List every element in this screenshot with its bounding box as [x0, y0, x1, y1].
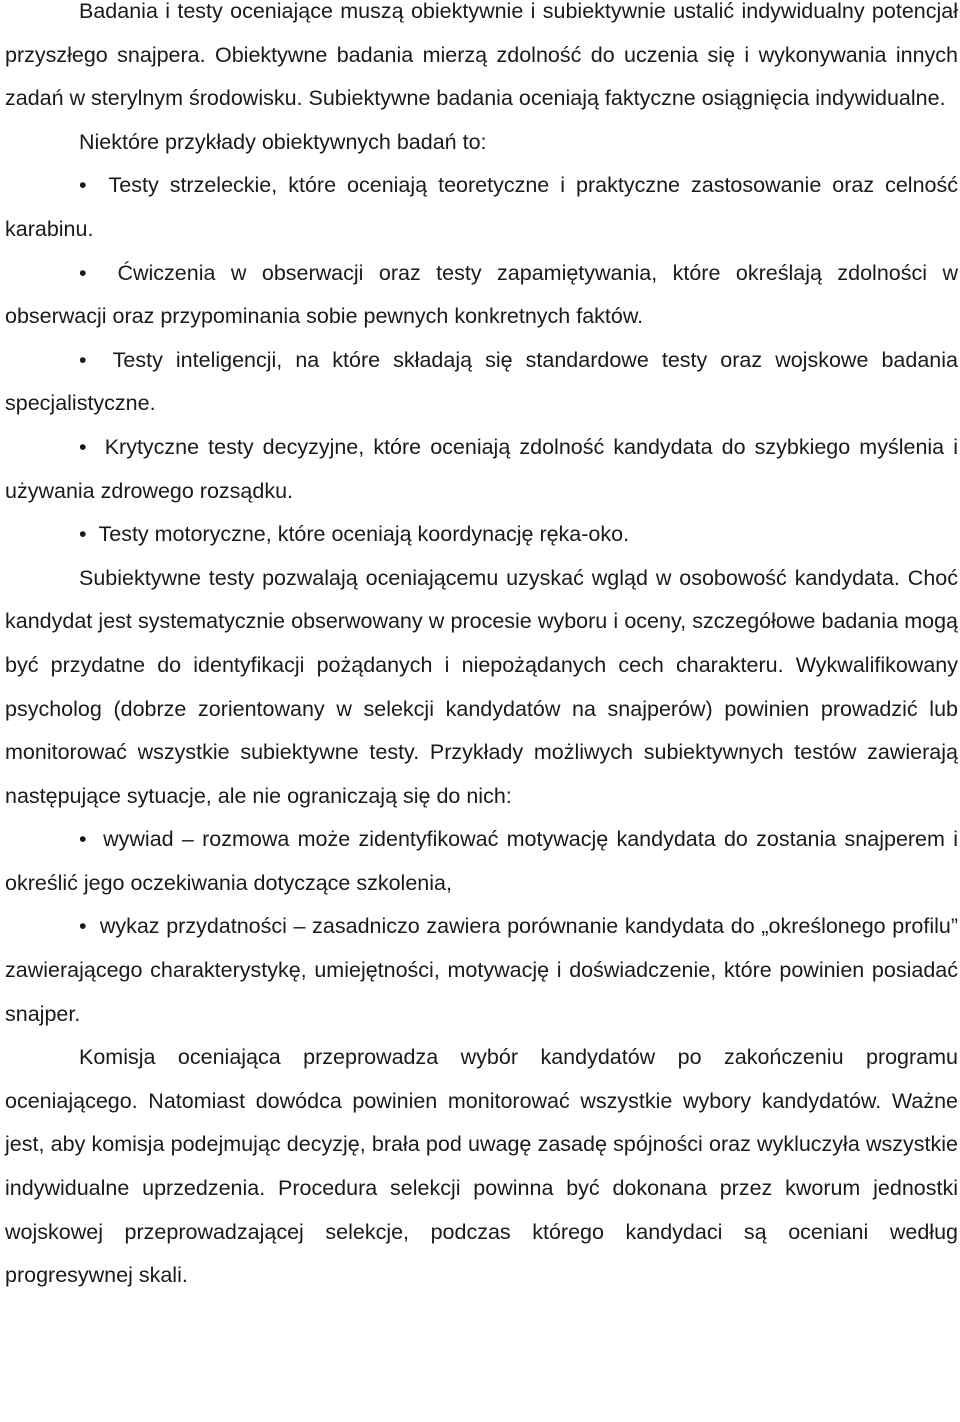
list-item-observation-memory: • Ćwiczenia w obserwacji oraz testy zapamiętywania, które określają zdolności w obserwacji oraz przypominania sobie pewnych konkretnych faktów.	[5, 252, 958, 339]
list-item-intelligence-tests: • Testy inteligencji, na które składają się standardowe testy oraz wojskowe badania specjalistyczne.	[5, 339, 958, 426]
list-item-decision-tests: • Krytyczne testy decyzyjne, które oceniają zdolność kandydata do szybkiego myślenia i używania zdrowego rozsądku.	[5, 426, 958, 513]
list-item-motor-tests: • Testy motoryczne, które oceniają koordynację ręka-oko.	[5, 513, 958, 557]
list-item-interview: • wywiad – rozmowa może zidentyfikować motywację kandydata do zostania snajperem i określić jego oczekiwania dotyczące szkolenia,	[5, 818, 958, 905]
paragraph-commission: Komisja oceniająca przeprowadza wybór kandydatów po zakończeniu programu oceniającego. Natomiast dowódca powinien monitorować wszystkie wybory kandydatów. Ważne jest, aby komisja podejmując decyzję, brała pod uwagę zasadę spójności oraz wykluczyła wszystkie indywidualne uprzedzenia. Procedura selekcji powinna być dokonana przez kworum jednostki wojskowej przeprowadzającej selekcje, podczas którego kandydaci są oceniani według progresywnej skali.	[5, 1045, 958, 1288]
list-item-suitability: • wykaz przydatności – zasadniczo zawiera porównanie kandydata do „określonego profilu” zawierającego charakterystykę, umiejętności, motywację i doświadczenie, które powinien posiadać snajper.	[5, 905, 958, 1036]
paragraph-objective-examples-heading: Niektóre przykłady obiektywnych badań to:	[79, 129, 487, 154]
list-item-shooting-tests: • Testy strzeleckie, które oceniają teoretyczne i praktyczne zastosowanie oraz celność karabinu.	[5, 164, 958, 251]
paragraph-subjective-tests: Subiektywne testy pozwalają oceniającemu uzyskać wgląd w osobowość kandydata. Choć kandydat jest systematycznie obserwowany w procesie wyboru i oceny, szczegółowe badania mogą być przydatne do identyfikacji pożądanych i niepożądanych cech charakteru. Wykwalifikowany psycholog (dobrze zorientowany w selekcji kandydatów na snajperów) powinien prowadzić lub monitorować wszystkie subiektywne testy. Przykłady możliwych subiektywnych testów zawierają następujące sytuacje, ale nie ograniczają się do nich:	[5, 565, 958, 808]
paragraph-intro: Badania i testy oceniające muszą obiektywnie i subiektywnie ustalić indywidualny potencjał przyszłego snajpera. Obiektywne badania mierzą zdolność do uczenia się i wykonywania innych zadań w sterylnym środowisku. Subiektywne badania oceniają faktyczne osiągnięcia indywidualne.	[5, 0, 958, 111]
